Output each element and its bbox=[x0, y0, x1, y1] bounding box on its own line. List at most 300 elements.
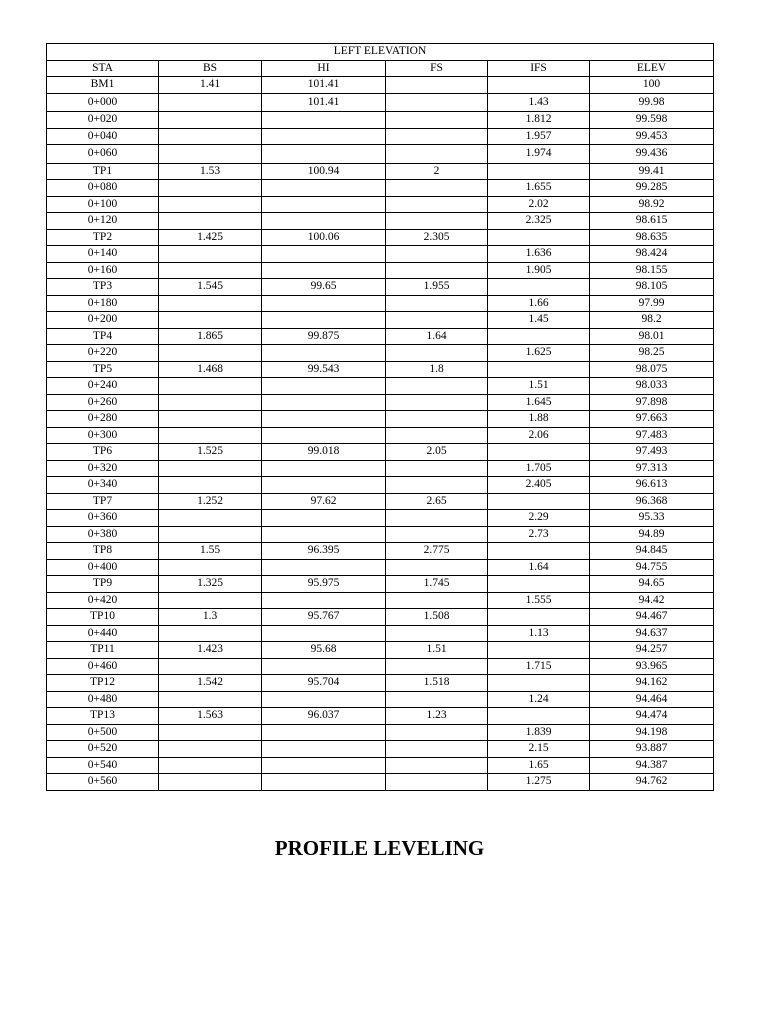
cell-fs bbox=[386, 246, 488, 263]
cell-bs bbox=[159, 180, 262, 197]
cell-bs bbox=[159, 378, 262, 395]
table-row bbox=[47, 246, 714, 263]
cell-sta: TP9 bbox=[47, 576, 159, 593]
cell-bs bbox=[159, 145, 262, 164]
cell-hi bbox=[262, 427, 386, 444]
cell-bs bbox=[159, 757, 262, 774]
cell-fs bbox=[386, 145, 488, 164]
table-row bbox=[47, 328, 714, 345]
cell-ifs: 1.625 bbox=[488, 345, 590, 362]
cell-sta: 0+180 bbox=[47, 295, 159, 312]
cell-bs bbox=[159, 93, 262, 112]
table-row bbox=[47, 378, 714, 395]
cell-elev: 99.285 bbox=[590, 180, 714, 197]
table-row bbox=[47, 180, 714, 197]
cell-bs bbox=[159, 427, 262, 444]
header-bs: BS bbox=[159, 60, 262, 77]
cell-fs bbox=[386, 460, 488, 477]
cell-elev: 94.637 bbox=[590, 625, 714, 642]
cell-elev: 98.155 bbox=[590, 262, 714, 279]
cell-hi: 96.395 bbox=[262, 543, 386, 560]
cell-fs: 1.8 bbox=[386, 361, 488, 378]
cell-hi bbox=[262, 741, 386, 758]
table-row bbox=[47, 691, 714, 708]
cell-bs bbox=[159, 394, 262, 411]
cell-sta: 0+020 bbox=[47, 112, 159, 129]
table-row bbox=[47, 559, 714, 576]
cell-elev: 98.01 bbox=[590, 328, 714, 345]
cell-sta: 0+120 bbox=[47, 213, 159, 230]
cell-sta: 0+480 bbox=[47, 691, 159, 708]
cell-fs bbox=[386, 312, 488, 329]
cell-fs bbox=[386, 658, 488, 675]
cell-hi: 99.65 bbox=[262, 279, 386, 296]
cell-ifs: 1.43 bbox=[488, 93, 590, 112]
cell-fs bbox=[386, 691, 488, 708]
cell-sta: 0+340 bbox=[47, 477, 159, 494]
cell-sta: TP5 bbox=[47, 361, 159, 378]
cell-elev: 94.65 bbox=[590, 576, 714, 593]
cell-elev: 94.762 bbox=[590, 774, 714, 791]
cell-hi bbox=[262, 112, 386, 129]
cell-hi: 100.94 bbox=[262, 163, 386, 180]
cell-hi: 95.68 bbox=[262, 642, 386, 659]
cell-bs: 1.53 bbox=[159, 163, 262, 180]
table-row bbox=[47, 658, 714, 675]
cell-ifs: 1.705 bbox=[488, 460, 590, 477]
cell-elev: 95.33 bbox=[590, 510, 714, 527]
cell-hi bbox=[262, 510, 386, 527]
cell-bs bbox=[159, 345, 262, 362]
cell-sta: 0+300 bbox=[47, 427, 159, 444]
table-row bbox=[47, 361, 714, 378]
cell-hi: 101.41 bbox=[262, 77, 386, 94]
cell-elev: 98.2 bbox=[590, 312, 714, 329]
header-row bbox=[47, 60, 714, 77]
table-row bbox=[47, 345, 714, 362]
table-row bbox=[47, 279, 714, 296]
cell-ifs: 2.405 bbox=[488, 477, 590, 494]
cell-bs: 1.525 bbox=[159, 444, 262, 461]
cell-elev: 98.075 bbox=[590, 361, 714, 378]
cell-sta: 0+460 bbox=[47, 658, 159, 675]
cell-bs bbox=[159, 559, 262, 576]
cell-fs bbox=[386, 128, 488, 145]
cell-hi bbox=[262, 378, 386, 395]
cell-ifs bbox=[488, 642, 590, 659]
cell-hi: 99.875 bbox=[262, 328, 386, 345]
cell-ifs: 1.65 bbox=[488, 757, 590, 774]
cell-bs: 1.425 bbox=[159, 229, 262, 246]
cell-sta: 0+160 bbox=[47, 262, 159, 279]
table-row bbox=[47, 93, 714, 112]
cell-ifs bbox=[488, 543, 590, 560]
cell-elev: 94.162 bbox=[590, 675, 714, 692]
cell-bs bbox=[159, 196, 262, 213]
cell-bs bbox=[159, 460, 262, 477]
cell-ifs: 1.839 bbox=[488, 724, 590, 741]
cell-bs bbox=[159, 112, 262, 129]
cell-bs bbox=[159, 262, 262, 279]
cell-bs: 1.252 bbox=[159, 493, 262, 510]
cell-ifs: 2.325 bbox=[488, 213, 590, 230]
cell-elev: 94.198 bbox=[590, 724, 714, 741]
cell-fs: 2 bbox=[386, 163, 488, 180]
cell-ifs: 1.905 bbox=[488, 262, 590, 279]
cell-bs: 1.325 bbox=[159, 576, 262, 593]
cell-fs bbox=[386, 510, 488, 527]
cell-elev: 94.387 bbox=[590, 757, 714, 774]
cell-fs: 1.23 bbox=[386, 708, 488, 725]
cell-fs bbox=[386, 774, 488, 791]
cell-fs bbox=[386, 262, 488, 279]
cell-sta: BM1 bbox=[47, 77, 159, 94]
cell-hi bbox=[262, 312, 386, 329]
table-body bbox=[47, 77, 714, 791]
cell-elev: 98.033 bbox=[590, 378, 714, 395]
cell-bs bbox=[159, 312, 262, 329]
cell-elev: 98.92 bbox=[590, 196, 714, 213]
cell-hi: 100.06 bbox=[262, 229, 386, 246]
table-row bbox=[47, 741, 714, 758]
cell-ifs bbox=[488, 576, 590, 593]
cell-fs bbox=[386, 394, 488, 411]
cell-hi bbox=[262, 625, 386, 642]
cell-hi bbox=[262, 757, 386, 774]
cell-ifs: 1.13 bbox=[488, 625, 590, 642]
cell-fs: 2.305 bbox=[386, 229, 488, 246]
cell-ifs bbox=[488, 708, 590, 725]
cell-ifs bbox=[488, 229, 590, 246]
cell-fs: 2.775 bbox=[386, 543, 488, 560]
table-row bbox=[47, 77, 714, 94]
header-sta: STA bbox=[47, 60, 159, 77]
cell-fs bbox=[386, 724, 488, 741]
table-row bbox=[47, 229, 714, 246]
cell-elev: 98.635 bbox=[590, 229, 714, 246]
cell-fs: 1.745 bbox=[386, 576, 488, 593]
cell-hi bbox=[262, 213, 386, 230]
cell-hi bbox=[262, 128, 386, 145]
cell-elev: 94.845 bbox=[590, 543, 714, 560]
cell-hi: 95.704 bbox=[262, 675, 386, 692]
cell-ifs: 1.636 bbox=[488, 246, 590, 263]
cell-sta: 0+400 bbox=[47, 559, 159, 576]
cell-fs bbox=[386, 625, 488, 642]
cell-sta: TP10 bbox=[47, 609, 159, 626]
table-caption: LEFT ELEVATION bbox=[47, 44, 714, 61]
cell-fs bbox=[386, 77, 488, 94]
cell-hi bbox=[262, 295, 386, 312]
cell-sta: 0+360 bbox=[47, 510, 159, 527]
cell-ifs: 1.645 bbox=[488, 394, 590, 411]
cell-hi bbox=[262, 180, 386, 197]
cell-bs bbox=[159, 213, 262, 230]
profile-leveling-table bbox=[46, 43, 714, 791]
table-row bbox=[47, 543, 714, 560]
cell-bs bbox=[159, 411, 262, 428]
cell-ifs: 2.15 bbox=[488, 741, 590, 758]
cell-bs: 1.545 bbox=[159, 279, 262, 296]
cell-elev: 99.41 bbox=[590, 163, 714, 180]
cell-sta: TP7 bbox=[47, 493, 159, 510]
cell-hi: 99.543 bbox=[262, 361, 386, 378]
cell-fs bbox=[386, 196, 488, 213]
cell-fs bbox=[386, 757, 488, 774]
table-row bbox=[47, 262, 714, 279]
cell-elev: 99.98 bbox=[590, 93, 714, 112]
cell-bs bbox=[159, 510, 262, 527]
cell-elev: 97.483 bbox=[590, 427, 714, 444]
header-fs: FS bbox=[386, 60, 488, 77]
cell-elev: 94.755 bbox=[590, 559, 714, 576]
cell-hi bbox=[262, 196, 386, 213]
cell-sta: TP6 bbox=[47, 444, 159, 461]
cell-ifs: 1.974 bbox=[488, 145, 590, 164]
cell-elev: 94.257 bbox=[590, 642, 714, 659]
cell-hi bbox=[262, 145, 386, 164]
cell-ifs bbox=[488, 279, 590, 296]
cell-bs bbox=[159, 658, 262, 675]
cell-hi bbox=[262, 411, 386, 428]
cell-bs: 1.865 bbox=[159, 328, 262, 345]
cell-ifs: 2.06 bbox=[488, 427, 590, 444]
cell-elev: 97.493 bbox=[590, 444, 714, 461]
cell-fs bbox=[386, 295, 488, 312]
cell-fs bbox=[386, 345, 488, 362]
cell-bs bbox=[159, 741, 262, 758]
cell-hi: 101.41 bbox=[262, 93, 386, 112]
cell-hi bbox=[262, 592, 386, 609]
table-row bbox=[47, 576, 714, 593]
table-row bbox=[47, 460, 714, 477]
table-row bbox=[47, 675, 714, 692]
table-row bbox=[47, 312, 714, 329]
cell-fs bbox=[386, 93, 488, 112]
cell-elev: 94.42 bbox=[590, 592, 714, 609]
cell-sta: 0+260 bbox=[47, 394, 159, 411]
cell-fs bbox=[386, 592, 488, 609]
cell-hi: 97.62 bbox=[262, 493, 386, 510]
table-row bbox=[47, 724, 714, 741]
cell-sta: 0+000 bbox=[47, 93, 159, 112]
cell-elev: 93.965 bbox=[590, 658, 714, 675]
table-row bbox=[47, 757, 714, 774]
header-hi: HI bbox=[262, 60, 386, 77]
cell-sta: 0+500 bbox=[47, 724, 159, 741]
cell-ifs: 1.275 bbox=[488, 774, 590, 791]
header-ifs: IFS bbox=[488, 60, 590, 77]
cell-elev: 97.313 bbox=[590, 460, 714, 477]
cell-elev: 94.89 bbox=[590, 526, 714, 543]
cell-ifs: 2.02 bbox=[488, 196, 590, 213]
cell-sta: 0+060 bbox=[47, 145, 159, 164]
cell-sta: 0+280 bbox=[47, 411, 159, 428]
cell-bs: 1.563 bbox=[159, 708, 262, 725]
cell-ifs: 1.64 bbox=[488, 559, 590, 576]
cell-elev: 93.887 bbox=[590, 741, 714, 758]
cell-bs: 1.468 bbox=[159, 361, 262, 378]
cell-sta: 0+200 bbox=[47, 312, 159, 329]
cell-fs bbox=[386, 180, 488, 197]
table-row bbox=[47, 774, 714, 791]
cell-fs: 2.65 bbox=[386, 493, 488, 510]
table-row bbox=[47, 708, 714, 725]
cell-fs bbox=[386, 112, 488, 129]
cell-bs bbox=[159, 477, 262, 494]
cell-elev: 97.663 bbox=[590, 411, 714, 428]
cell-bs bbox=[159, 774, 262, 791]
cell-fs bbox=[386, 213, 488, 230]
cell-ifs: 1.812 bbox=[488, 112, 590, 129]
cell-ifs bbox=[488, 361, 590, 378]
cell-fs: 1.64 bbox=[386, 328, 488, 345]
table-row bbox=[47, 411, 714, 428]
cell-fs: 1.508 bbox=[386, 609, 488, 626]
cell-sta: 0+540 bbox=[47, 757, 159, 774]
cell-hi bbox=[262, 724, 386, 741]
cell-bs: 1.41 bbox=[159, 77, 262, 94]
cell-sta: 0+520 bbox=[47, 741, 159, 758]
header-elev: ELEV bbox=[590, 60, 714, 77]
cell-fs: 1.51 bbox=[386, 642, 488, 659]
cell-bs bbox=[159, 625, 262, 642]
cell-hi bbox=[262, 691, 386, 708]
cell-fs bbox=[386, 477, 488, 494]
table-row bbox=[47, 112, 714, 129]
cell-sta: TP12 bbox=[47, 675, 159, 692]
cell-bs: 1.423 bbox=[159, 642, 262, 659]
cell-ifs bbox=[488, 493, 590, 510]
cell-hi bbox=[262, 774, 386, 791]
cell-sta: TP11 bbox=[47, 642, 159, 659]
cell-fs bbox=[386, 427, 488, 444]
cell-elev: 96.613 bbox=[590, 477, 714, 494]
cell-hi bbox=[262, 246, 386, 263]
cell-elev: 94.464 bbox=[590, 691, 714, 708]
cell-bs bbox=[159, 128, 262, 145]
cell-elev: 99.598 bbox=[590, 112, 714, 129]
cell-sta: 0+220 bbox=[47, 345, 159, 362]
table-row bbox=[47, 609, 714, 626]
cell-fs bbox=[386, 378, 488, 395]
cell-bs bbox=[159, 526, 262, 543]
cell-sta: 0+080 bbox=[47, 180, 159, 197]
cell-ifs: 1.66 bbox=[488, 295, 590, 312]
cell-bs bbox=[159, 246, 262, 263]
cell-sta: 0+240 bbox=[47, 378, 159, 395]
cell-hi bbox=[262, 559, 386, 576]
cell-ifs bbox=[488, 675, 590, 692]
table-row bbox=[47, 526, 714, 543]
cell-hi bbox=[262, 460, 386, 477]
cell-hi bbox=[262, 394, 386, 411]
cell-sta: 0+320 bbox=[47, 460, 159, 477]
cell-fs bbox=[386, 559, 488, 576]
cell-bs bbox=[159, 592, 262, 609]
cell-ifs: 1.715 bbox=[488, 658, 590, 675]
table-row bbox=[47, 295, 714, 312]
table-row bbox=[47, 444, 714, 461]
table-row bbox=[47, 510, 714, 527]
page-title: PROFILE LEVELING bbox=[274, 836, 485, 860]
cell-bs: 1.542 bbox=[159, 675, 262, 692]
cell-sta: TP4 bbox=[47, 328, 159, 345]
cell-ifs: 1.957 bbox=[488, 128, 590, 145]
table-row bbox=[47, 394, 714, 411]
cell-sta: TP3 bbox=[47, 279, 159, 296]
cell-sta: 0+380 bbox=[47, 526, 159, 543]
cell-ifs bbox=[488, 163, 590, 180]
cell-fs bbox=[386, 741, 488, 758]
cell-fs: 1.518 bbox=[386, 675, 488, 692]
cell-ifs: 1.45 bbox=[488, 312, 590, 329]
cell-elev: 98.25 bbox=[590, 345, 714, 362]
cell-ifs bbox=[488, 609, 590, 626]
table-row bbox=[47, 592, 714, 609]
cell-ifs: 2.29 bbox=[488, 510, 590, 527]
cell-sta: TP1 bbox=[47, 163, 159, 180]
table-row bbox=[47, 145, 714, 164]
table-row bbox=[47, 477, 714, 494]
table-row bbox=[47, 213, 714, 230]
cell-fs: 2.05 bbox=[386, 444, 488, 461]
cell-ifs: 1.51 bbox=[488, 378, 590, 395]
cell-sta: TP8 bbox=[47, 543, 159, 560]
cell-hi bbox=[262, 262, 386, 279]
cell-sta: 0+140 bbox=[47, 246, 159, 263]
cell-ifs bbox=[488, 444, 590, 461]
table-row bbox=[47, 128, 714, 145]
cell-ifs: 1.555 bbox=[488, 592, 590, 609]
cell-hi bbox=[262, 477, 386, 494]
cell-elev: 99.453 bbox=[590, 128, 714, 145]
cell-bs bbox=[159, 691, 262, 708]
cell-hi: 96.037 bbox=[262, 708, 386, 725]
table-row bbox=[47, 163, 714, 180]
table-row bbox=[47, 493, 714, 510]
cell-ifs bbox=[488, 77, 590, 94]
cell-ifs: 1.24 bbox=[488, 691, 590, 708]
cell-hi: 99.018 bbox=[262, 444, 386, 461]
cell-elev: 94.467 bbox=[590, 609, 714, 626]
cell-elev: 97.99 bbox=[590, 295, 714, 312]
cell-fs bbox=[386, 526, 488, 543]
cell-hi: 95.767 bbox=[262, 609, 386, 626]
cell-sta: 0+040 bbox=[47, 128, 159, 145]
cell-elev: 99.436 bbox=[590, 145, 714, 164]
cell-bs: 1.55 bbox=[159, 543, 262, 560]
cell-hi bbox=[262, 345, 386, 362]
cell-ifs: 1.88 bbox=[488, 411, 590, 428]
cell-elev: 94.474 bbox=[590, 708, 714, 725]
cell-sta: TP2 bbox=[47, 229, 159, 246]
cell-bs: 1.3 bbox=[159, 609, 262, 626]
cell-hi bbox=[262, 526, 386, 543]
cell-sta: 0+440 bbox=[47, 625, 159, 642]
cell-elev: 97.898 bbox=[590, 394, 714, 411]
table-row bbox=[47, 642, 714, 659]
cell-sta: 0+420 bbox=[47, 592, 159, 609]
cell-ifs: 2.73 bbox=[488, 526, 590, 543]
cell-ifs bbox=[488, 328, 590, 345]
cell-bs bbox=[159, 724, 262, 741]
table-row bbox=[47, 427, 714, 444]
cell-sta: 0+100 bbox=[47, 196, 159, 213]
cell-sta: TP13 bbox=[47, 708, 159, 725]
cell-hi bbox=[262, 658, 386, 675]
cell-fs bbox=[386, 411, 488, 428]
